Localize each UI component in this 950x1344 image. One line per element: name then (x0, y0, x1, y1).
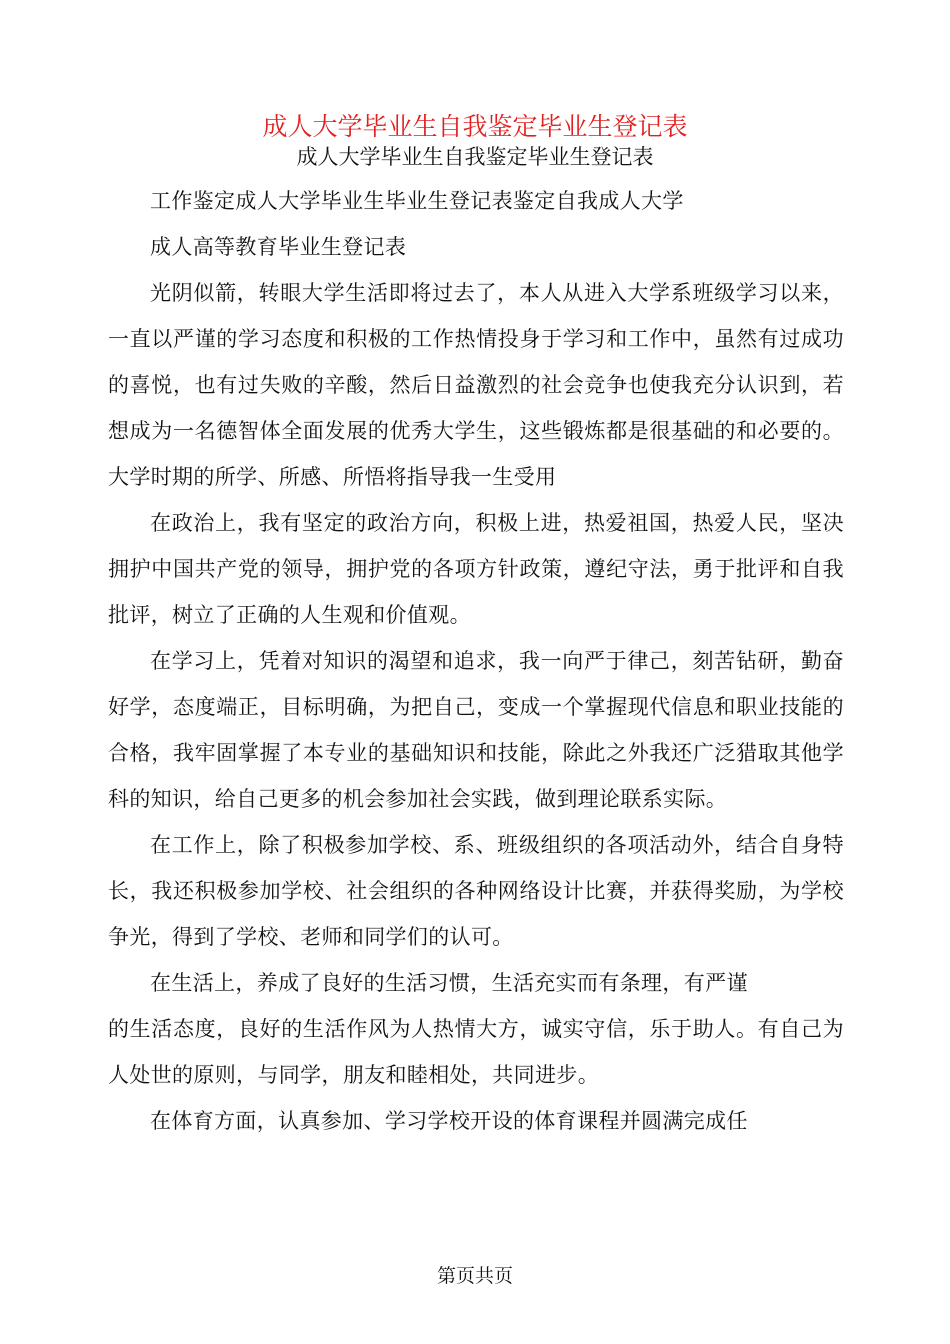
paragraph-politics: 在政治上，我有坚定的政治方向，积极上进，热爱祖国，热爱人民，坚决拥护中国共产党的领导，拥护党的各项方针政策，遵纪守法，勇于批评和自我批评，树立了正确的人生观和价值观。 (108, 511, 844, 627)
document-body (108, 178, 844, 1144)
paragraph-keywords: 工作鉴定成人大学毕业生毕业生登记表鉴定自我成人大学 (150, 189, 684, 213)
paragraph-form-name: 成人高等教育毕业生登记表 (150, 235, 407, 259)
paragraph-life-cont: 的生活态度，良好的生活作风为人热情大方，诚实守信，乐于助人。有自己为人处世的原则，与同学，朋友和睦相处，共同进步。 (108, 1017, 844, 1087)
paragraph-intro: 光阴似箭，转眼大学生活即将过去了，本人从进入大学系班级学习以来，一直以严谨的学习态度和积极的工作热情投身于学习和工作中，虽然有过成功的喜悦，也有过失败的辛酸，然后日益激烈的社会竞争也使我充分认识到，若想成为一名德智体全面发展的优秀大学生，这些锻炼都是很基础的和必要的。大学时期的所学、所感、所悟将指导我一生受用 (108, 281, 844, 489)
document-subtitle: 成人大学毕业生自我鉴定毕业生登记表 (296, 145, 654, 169)
paragraph-life-start: 在生活上，养成了良好的生活习惯，生活充实而有条理，有严谨 (150, 971, 748, 995)
document-title-red: 成人大学毕业生自我鉴定毕业生登记表 (262, 112, 688, 141)
page-footer: 第页共页 (436, 1265, 513, 1287)
paragraph-sports: 在体育方面，认真参加、学习学校开设的体育课程并圆满完成任 (150, 1109, 748, 1133)
paragraph-study: 在学习上，凭着对知识的渴望和追求，我一向严于律己，刻苦钻研，勤奋好学，态度端正，目标明确，为把自己，变成一个掌握现代信息和职业技能的合格，我牢固掌握了本专业的基础知识和技能，除此之外我还广泛猎取其他学科的知识，给自己更多的机会参加社会实践，做到理论联系实际。 (108, 649, 844, 811)
paragraph-work: 在工作上，除了积极参加学校、系、班级组织的各项活动外，结合自身特长，我还积极参加学校、社会组织的各种网络设计比赛，并获得奖励，为学校争光，得到了学校、老师和同学们的认可。 (108, 833, 844, 949)
